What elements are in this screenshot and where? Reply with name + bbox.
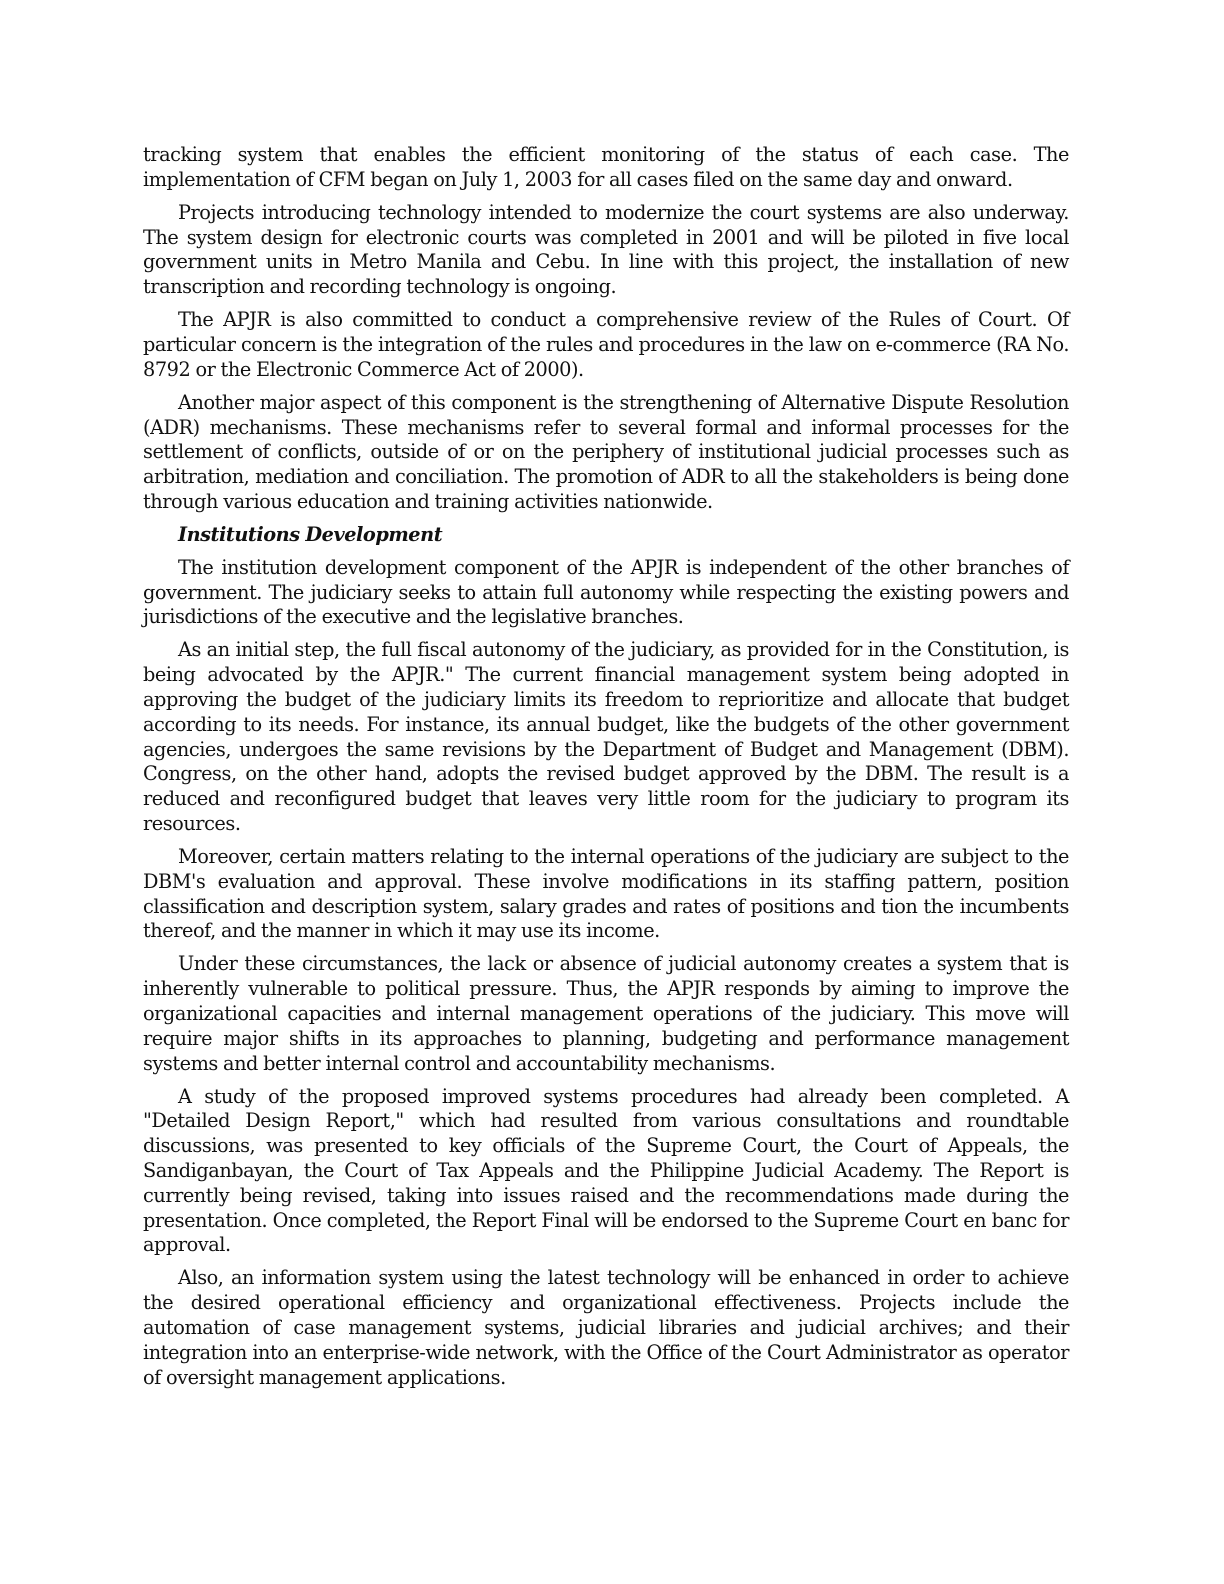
paragraph-technology-projects: Projects introducing technology intended to modernize the court systems are also underway. The system design for electronic courts was completed in 2001 and will be piloted in five local government units in Metro Manila and Cebu. In line with this project, the installation of new transcription and recording technology is ongoing. (143, 200, 1069, 299)
paragraph-internal-operations: Moreover, certain matters relating to the internal operations of the judiciary are subject to the DBM's evaluation and approval. These involve modifications in its staffing pattern, position classification and description system, salary grades and rates of positions and tion the incumbents thereof, and the manner in which it may use its income. (143, 845, 1069, 943)
paragraph-political-pressure: Under these circumstances, the lack or absence of judicial autonomy creates a system that is inherently vulnerable to political pressure. Thus, the APJR responds by aiming to improve the organizational capacities and internal management operations of the judiciary. This move will require major shifts in its approaches to planning, budgeting and performance management systems and better internal control and accountability mechanisms. (143, 952, 1069, 1075)
paragraph-institution-development: The institution development component of the APJR is independent of the other branches of government. The judiciary seeks to attain full autonomy while respecting the existing powers and jurisdictions of the executive and the legislative branches. (143, 555, 1069, 629)
paragraph-design-report: A study of the proposed improved systems procedures had already been completed. A "Detailed Design Report," which had resulted from various consultations and roundtable discussions, was presented to key officials of the Supreme Court, the Court of Appeals, the Sandiganbayan, the Court of Tax Appeals and the Philippine Judicial Academy. The Report is currently being revised, taking into issues raised and the recommendations made during the presentation. Once completed, the Report Final will be endorsed to the Supreme Court en banc for approval. (143, 1084, 1069, 1257)
document-page (143, 143, 1069, 1399)
paragraph-fiscal-autonomy: As an initial step, the full fiscal autonomy of the judiciary, as provided for in the Constitution, is being advocated by the APJR." The current financial management system being adopted in approving the budget of the judiciary limits its freedom to reprioritize and allocate that budget according to its needs. For instance, its annual budget, like the budgets of the other government agencies, undergoes the same revisions by the Department of Budget and Management (DBM). Congress, on the other hand, adopts the revised budget approved by the DBM. The result is a reduced and reconfigured budget that leaves very little room for the judiciary to program its resources. (143, 638, 1069, 836)
paragraph-case-tracking: tracking system that enables the efficient monitoring of the status of each case. The implementation of CFM began on July 1, 2003 for all cases filed on the same day and onward. (143, 143, 1069, 191)
paragraph-rules-review: The APJR is also committed to conduct a comprehensive review of the Rules of Court. Of particular concern is the integration of the rules and procedures in the law on e-commerce (RA No. 8792 or the Electronic Commerce Act of 2000). (143, 308, 1069, 381)
paragraph-adr: Another major aspect of this component is the strengthening of Alternative Dispute Resolution (ADR) mechanisms. These mechanisms refer to several formal and informal processes for the settlement of conflicts, outside of or on the periphery of institutional judicial processes such as arbitration, mediation and conciliation. The promotion of ADR to all the stakeholders is being done through various education and training activities nationwide. (143, 390, 1069, 513)
section-heading: Institutions Development (178, 522, 443, 546)
paragraph-information-system: Also, an information system using the latest technology will be enhanced in order to achieve the desired operational efficiency and organizational effectiveness. Projects include the automation of case management systems, judicial libraries and judicial archives; and their integration into an enterprise-wide network, with the Office of the Court Administrator as operator of oversight management applications. (143, 1266, 1069, 1389)
